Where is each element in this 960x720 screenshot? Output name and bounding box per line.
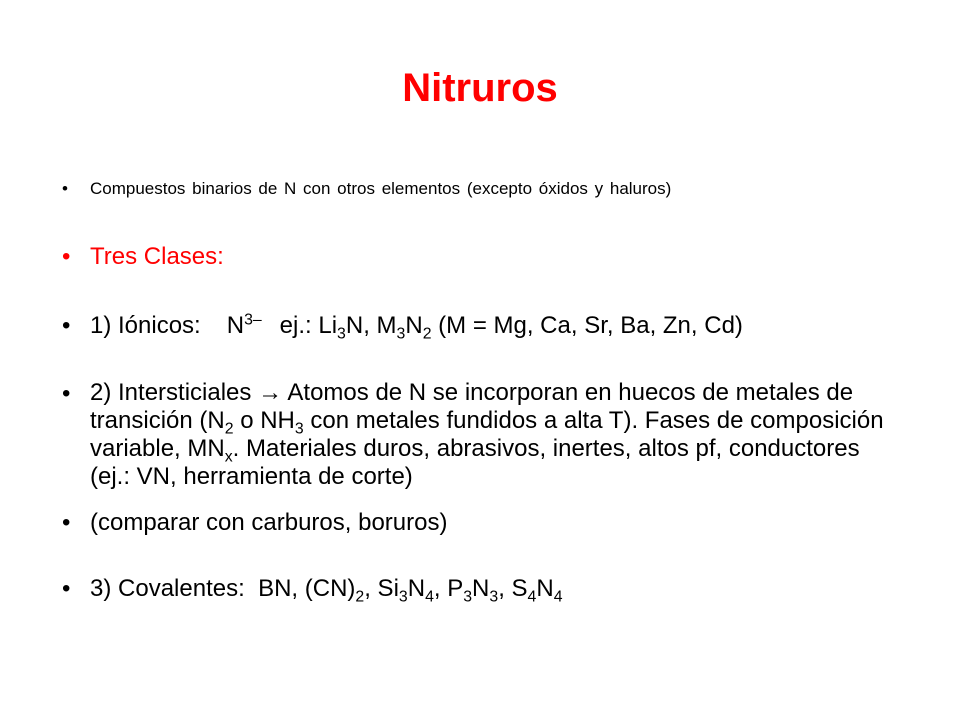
slide-title: Nitruros <box>402 66 558 110</box>
bullet-ionic <box>62 311 902 341</box>
bullet-covalent <box>62 574 902 604</box>
bullet-interstitial <box>62 379 902 491</box>
bullet-interstitial-text: 2) Intersticiales → Atomos de N se incorporan en huecos de metales de transición ($N_2$ o $NH_3$ con metales fundidos a alta T). Fases de composición variable, $MN_x$. Materiales duros, abrasivos, inertes, altos pf, conductores (ej.: VN, herramienta de corte) <box>90 379 884 490</box>
bullet-classes <box>62 242 902 272</box>
bullet-dot: • <box>62 179 68 198</box>
arrow-icon: → <box>258 379 283 406</box>
bullet-dot: • <box>62 243 71 270</box>
bullet-compare-text: (comparar con carburos, boruros) <box>90 509 448 536</box>
bullet-dot: • <box>62 380 71 407</box>
bullet-definition-text: Compuestos binarios de N con otros elementos (excepto óxidos y haluros) <box>90 179 672 198</box>
bullet-ionic-text: 1) Iónicos: $N^{3-}$ ej.: $Li_3N$, $M_3N_2$ (M = Mg, Ca, Sr, Ba, Zn, Cd) <box>90 311 743 343</box>
bullet-dot: • <box>62 312 71 339</box>
bullet-dot: • <box>62 509 71 536</box>
bullet-dot: • <box>62 575 71 602</box>
bullet-covalent-text: 3) Covalentes: BN, $(CN)_2$, $Si_3N_4$, $P_3N_3$, $S_4N_4$ <box>90 575 563 606</box>
bullet-compare <box>62 508 902 538</box>
bullet-classes-text: Tres Clases: <box>90 243 224 270</box>
bullet-definition <box>62 174 902 204</box>
